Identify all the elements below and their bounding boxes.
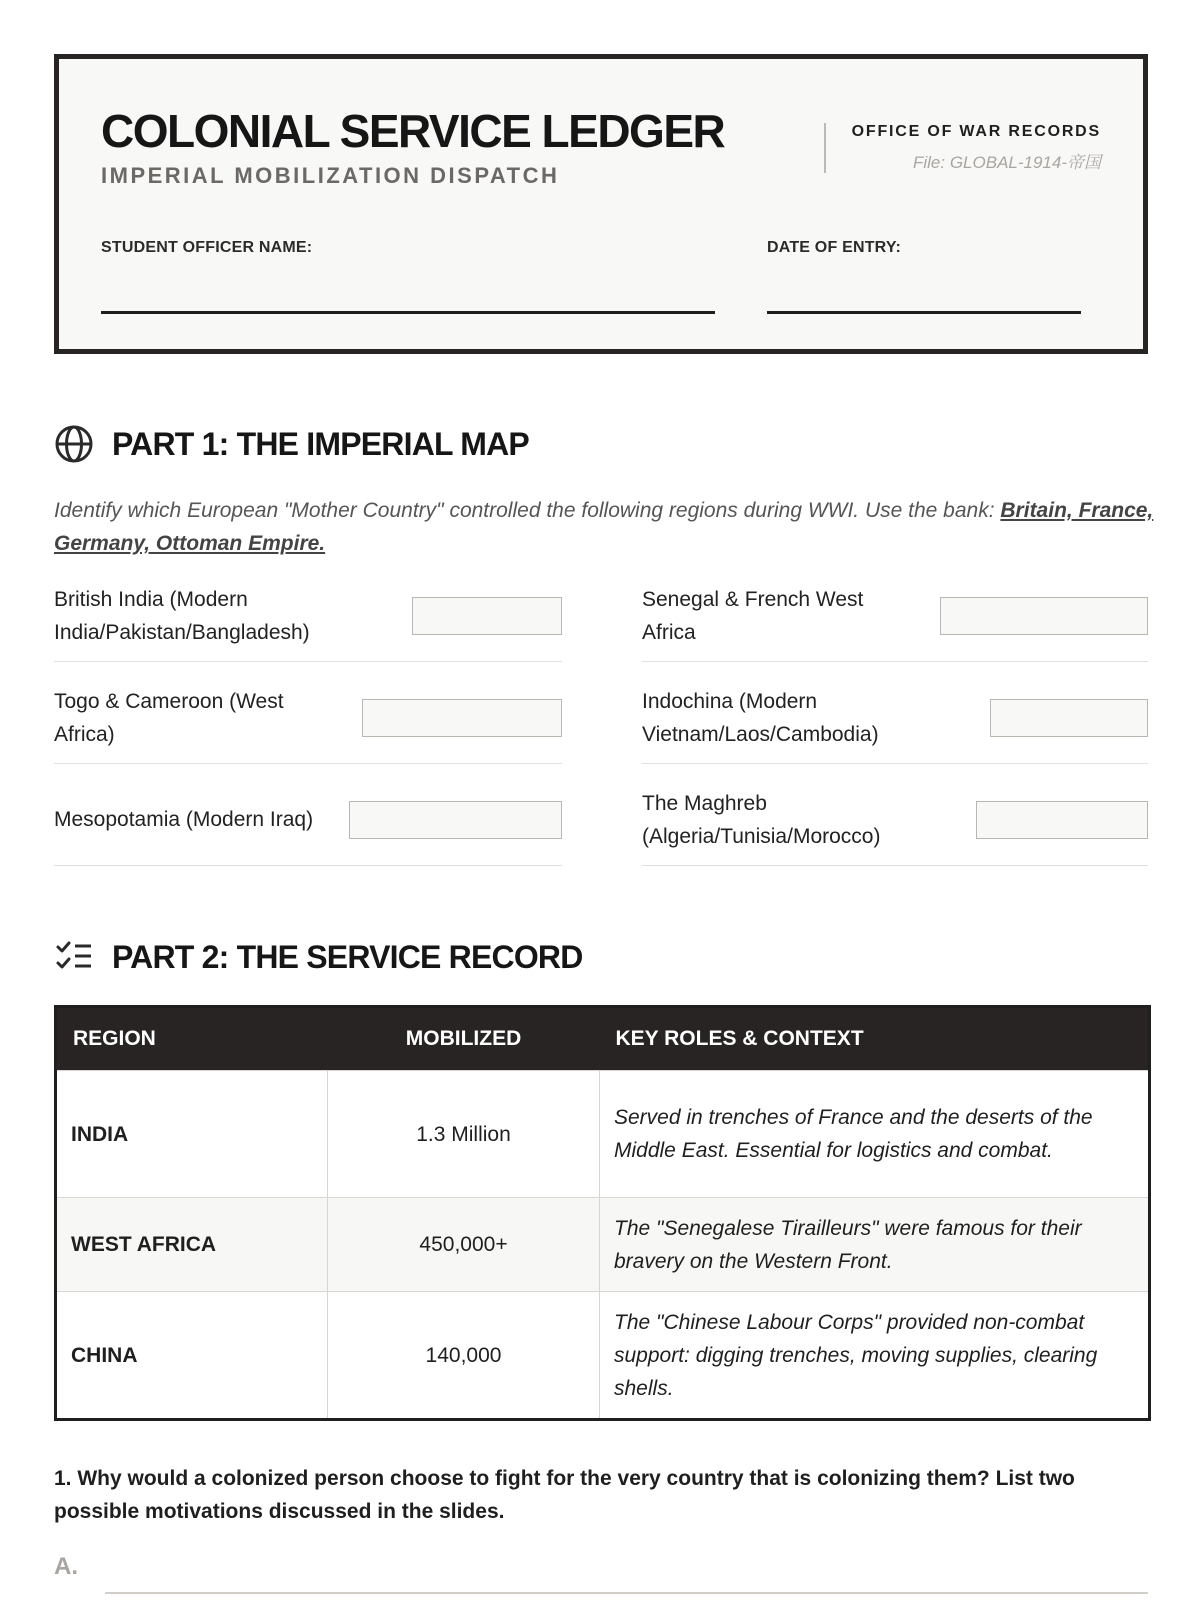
map-answer-input[interactable] <box>412 597 562 635</box>
mobilized-cell: 450,000+ <box>328 1198 600 1292</box>
question-1: 1. Why would a colonized person choose to fight for the very country that is colonizing them? List two possible motivations discussed in the slides. <box>54 1467 1075 1523</box>
column-header-roles: KEY ROLES & CONTEXT <box>600 1007 1150 1071</box>
file-reference: File: GLOBAL-1914-帝国 <box>912 153 1101 172</box>
region-cell: CHINA <box>56 1292 328 1420</box>
page-title: COLONIAL SERVICE LEDGER <box>101 105 725 157</box>
date-field[interactable] <box>767 311 1081 314</box>
part2-title: PART 2: THE SERVICE RECORD <box>112 938 583 975</box>
student-name-label: STUDENT OFFICER NAME: <box>101 239 313 256</box>
column-header-region: REGION <box>56 1007 328 1071</box>
part1-heading <box>54 424 529 464</box>
map-answer-input[interactable] <box>940 597 1148 635</box>
table-header-row <box>56 1007 1150 1071</box>
instructions-text: Identify which European "Mother Country" controlled the following regions during WWI. Use the bank: <box>54 499 1001 522</box>
map-item-senegal <box>642 570 1148 662</box>
header-divider <box>824 123 826 173</box>
map-item-label: Indochina (Modern Vietnam/Laos/Cambodia) <box>642 689 879 746</box>
map-item-label: Senegal & French West Africa <box>642 587 864 644</box>
table-row <box>56 1071 1150 1198</box>
table-row <box>56 1198 1150 1292</box>
word-bank: Britain, France, Germany, Ottoman Empire. <box>54 499 1154 555</box>
checklist-icon <box>54 937 94 977</box>
mobilized-cell: 1.3 Million <box>328 1071 600 1198</box>
part1-instructions <box>54 494 1154 560</box>
column-header-mobilized: MOBILIZED <box>328 1007 600 1071</box>
map-item-label: Togo & Cameroon (West Africa) <box>54 689 284 746</box>
region-cell: INDIA <box>56 1071 328 1198</box>
map-item-label: The Maghreb (Algeria/Tunisia/Morocco) <box>642 791 881 848</box>
map-answer-input[interactable] <box>990 699 1148 737</box>
office-name: OFFICE OF WAR RECORDS <box>851 123 1101 140</box>
map-item-indochina <box>642 672 1148 764</box>
map-answer-input[interactable] <box>349 801 562 839</box>
ledger-header <box>54 54 1148 354</box>
answer-line-a[interactable] <box>105 1592 1148 1594</box>
page-subtitle: IMPERIAL MOBILIZATION DISPATCH <box>101 163 560 188</box>
map-answer-input[interactable] <box>362 699 562 737</box>
answer-label-a: A. <box>54 1553 78 1580</box>
map-item-british-india <box>54 570 562 662</box>
roles-cell: The "Senegalese Tirailleurs" were famous for their bravery on the Western Front. <box>600 1198 1150 1292</box>
map-item-togo-cameroon <box>54 672 562 764</box>
roles-cell: The "Chinese Labour Corps" provided non-combat support: digging trenches, moving supplies, clearing shells. <box>600 1292 1150 1420</box>
map-item-label: British India (Modern India/Pakistan/Bangladesh) <box>54 587 310 644</box>
region-cell: WEST AFRICA <box>56 1198 328 1292</box>
table-row <box>56 1292 1150 1420</box>
part2-heading <box>54 937 583 977</box>
map-item-mesopotamia <box>54 774 562 866</box>
date-label: DATE OF ENTRY: <box>767 239 902 256</box>
service-record-table <box>54 1005 1151 1421</box>
mobilized-cell: 140,000 <box>328 1292 600 1420</box>
map-answer-input[interactable] <box>976 801 1148 839</box>
part1-title: PART 1: THE IMPERIAL MAP <box>112 425 529 462</box>
map-item-label: Mesopotamia (Modern Iraq) <box>54 808 314 831</box>
globe-icon <box>54 424 94 464</box>
roles-cell: Served in trenches of France and the deserts of the Middle East. Essential for logistics and combat. <box>600 1071 1150 1198</box>
student-name-field[interactable] <box>101 311 715 314</box>
map-item-maghreb <box>642 774 1148 866</box>
